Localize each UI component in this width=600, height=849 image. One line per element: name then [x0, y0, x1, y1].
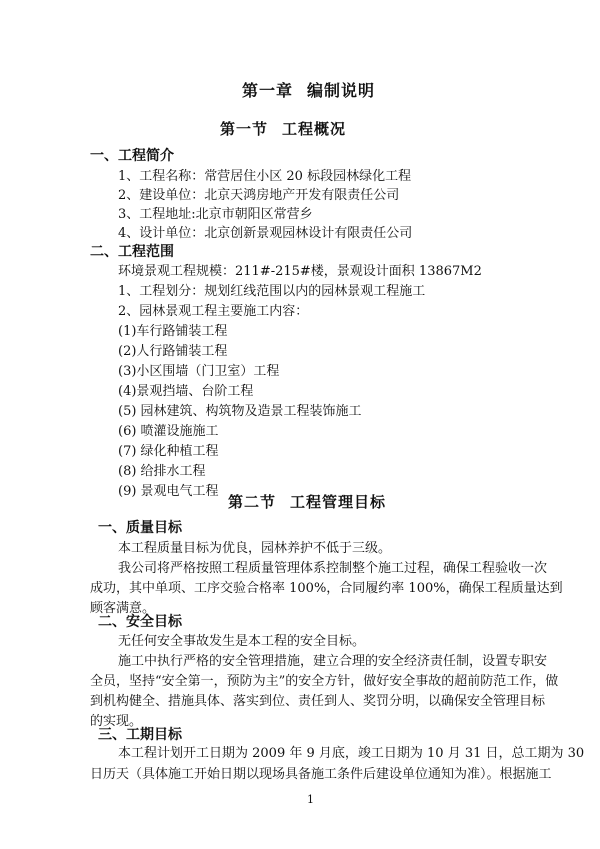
subheading-safety-goal: 二、安全目标	[98, 614, 182, 630]
intro-item-3: 3、工程地址:北京市朝阳区常营乡	[118, 207, 313, 222]
section-title: 工程管理目标	[290, 493, 387, 511]
intro-item-1: 1、工程名称：常营居住小区 20 标段园林绿化工程	[118, 169, 412, 184]
subheading-schedule-goal: 三、工期目标	[98, 727, 182, 743]
schedule-line-1: 本工程计划开工日期为 2009 年 9 月底，竣工日期为 10 月 31 日，总工期为 30	[118, 746, 585, 761]
work-item-2: (2)人行路铺装工程	[118, 344, 228, 359]
work-item-3: (3)小区围墙（门卫室）工程	[118, 364, 280, 379]
safety-line-1: 无任何安全事故发生是本工程的安全目标。	[118, 634, 366, 649]
chapter-title: 编制说明	[307, 81, 376, 100]
chapter-number: 第一章	[242, 81, 294, 100]
subheading-quality-goal: 一、质量目标	[98, 520, 182, 536]
subheading-project-intro: 一、工程简介	[90, 148, 174, 164]
safety-line-4: 到机构健全、措施具体、落实到位、责任到人、奖罚分明，以确保安全管理目标	[90, 694, 546, 709]
chapter-heading	[242, 82, 375, 100]
schedule-line-2: 日历天（具体施工开始日期以现场具备施工条件后建设单位通知为准）。根据施工	[90, 767, 552, 782]
subheading-project-scope: 二、工程范围	[90, 244, 174, 260]
section-heading-1	[220, 120, 346, 138]
scope-division: 1、工程划分：规划红线范围以内的园林景观工程施工	[118, 284, 426, 299]
work-item-4: (4)景观挡墙、台阶工程	[118, 384, 254, 399]
scope-main-content: 2、园林景观工程主要施工内容：	[118, 304, 309, 319]
safety-line-2: 施工中执行严格的安全管理措施，建立合理的安全经济责任制，设置专职安	[118, 654, 548, 669]
section-number: 第二节	[228, 493, 277, 511]
intro-item-4: 4、设计单位：北京创新景观园林设计有限责任公司	[118, 226, 413, 241]
work-item-1: (1)车行路铺装工程	[118, 324, 228, 339]
safety-line-5: 的实现。	[90, 714, 143, 729]
work-item-9: (9) 景观电气工程	[118, 484, 219, 499]
work-item-8: (8) 给排水工程	[118, 464, 206, 479]
work-item-5: (5) 园林建筑、构筑物及造景工程装饰施工	[118, 404, 362, 419]
section-heading-2	[228, 493, 386, 511]
page-number: 1	[307, 793, 314, 806]
quality-line-2: 我公司将严格按照工程质量管理体系控制整个施工过程，确保工程验收一次	[118, 561, 548, 576]
safety-line-3: 全员，坚持“安全第一，预防为主”的安全方针，做好安全事故的超前防范工作，做	[90, 674, 559, 689]
quality-line-4: 顾客满意。	[90, 601, 156, 616]
intro-item-2: 2、建设单位：北京天鸿房地产开发有限责任公司	[118, 188, 400, 203]
quality-line-1: 本工程质量目标为优良，园林养护不低于三级。	[118, 541, 392, 556]
work-item-7: (7) 绿化种植工程	[118, 444, 219, 459]
quality-line-3: 成功，其中单项、工序交验合格率 100%，合同履约率 100%，确保工程质量达到	[90, 581, 563, 596]
work-item-6: (6) 喷灌设施施工	[118, 424, 219, 439]
scope-scale: 环境景观工程规模：211#-215#楼，景观设计面积 13867M2	[118, 264, 482, 279]
section-number: 第一节	[220, 120, 269, 138]
section-title: 工程概况	[282, 120, 347, 138]
